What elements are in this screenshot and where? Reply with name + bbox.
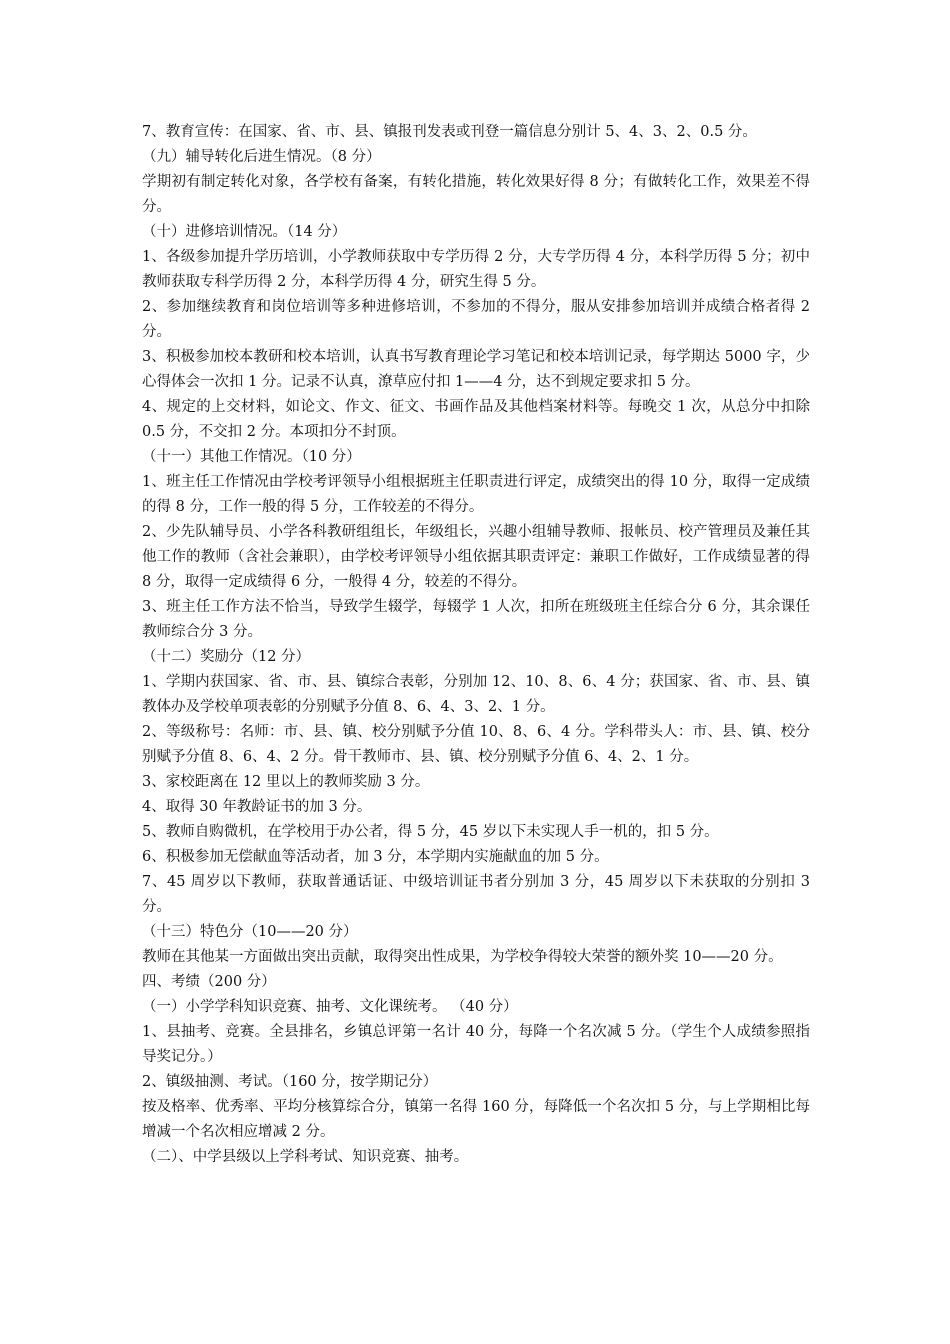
heading-subsection-2: （二）、中学县级以上学科考试、知识竞赛、抽考。 — [142, 1149, 469, 1165]
paragraph-publicity: 7、教育宣传：在国家、省、市、县、镇报刊发表或刊登一篇信息分别计 5、4、3、2、0.5 分。 — [142, 124, 757, 140]
paragraph: 1、学期内获国家、省、市、县、镇综合表彰，分别加 12、10、8、6、4 分；获国家、省、市、县、镇教体办及学校单项表彰的分别赋予分值 8、6、4、3、2、1 分。 — [142, 674, 810, 715]
heading-section-12: （十二）奖励分（12 分） — [142, 649, 311, 665]
heading-section-9: （九）辅导转化后进生情况。（8 分） — [142, 149, 381, 165]
paragraph: 2、镇级抽测、考试。（160 分，按学期记分） — [142, 1074, 438, 1090]
heading-subsection-1: （一）小学学科知识竞赛、抽考、文化课统考。 （40 分） — [142, 999, 518, 1015]
paragraph: 5、教师自购微机，在学校用于办公者，得 5 分，45 岁以下未实现人手一机的，扣 5 分。 — [142, 824, 719, 840]
paragraph: 按及格率、优秀率、平均分核算综合分，镇第一名得 160 分，每降低一个名次扣 5 分，与上学期相比每增减一个名次相应增减 2 分。 — [142, 1099, 810, 1140]
paragraph: 1、班主任工作情况由学校考评领导小组根据班主任职责进行评定，成绩突出的得 10 分，取得一定成绩的得 8 分，工作一般的得 5 分，工作较差的不得分。 — [142, 474, 810, 515]
paragraph: 3、家校距离在 12 里以上的教师奖励 3 分。 — [142, 774, 430, 790]
paragraph: 4、取得 30 年教龄证书的加 3 分。 — [142, 799, 372, 815]
paragraph: 2、少先队辅导员、小学各科教研组组长，年级组长，兴趣小组辅导教师、报帐员、校产管理员及兼任其他工作的教师（含社会兼职），由学校考评领导小组依据其职责评定：兼职工作做好，工作成绩显著的得 8 分，取得一定成绩得 6 分，一般得 4 分，较差的不得分。 — [142, 524, 810, 590]
heading-section-13: （十三）特色分（10——20 分） — [142, 924, 358, 940]
paragraph: 3、积极参加校本教研和校本培训，认真书写教育理论学习笔记和校本培训记录，每学期达 5000 字，少心得体会一次扣 1 分。记录不认真，潦草应付扣 1——4 分，达不到规定要求扣 5 分。 — [142, 349, 810, 390]
heading-part-4: 四、考绩（200 分） — [142, 974, 276, 990]
heading-section-10: （十）进修培训情况。（14 分） — [142, 224, 347, 240]
paragraph: 6、积极参加无偿献血等活动者，加 3 分，本学期内实施献血的加 5 分。 — [142, 849, 609, 865]
paragraph: 7、45 周岁以下教师，获取普通话证、中级培训证书者分别加 3 分，45 周岁以下未获取的分别扣 3 分。 — [142, 874, 810, 915]
document-page — [142, 120, 810, 1170]
paragraph: 3、班主任工作方法不恰当，导致学生辍学，每辍学 1 人次，扣所在班级班主任综合分 6 分，其余课任教师综合分 3 分。 — [142, 599, 810, 640]
paragraph: 1、各级参加提升学历培训，小学教师获取中专学历得 2 分，大专学历得 4 分，本科学历得 5 分；初中教师获取专科学历得 2 分，本科学历得 4 分，研究生得 5 分。 — [142, 249, 810, 290]
paragraph: 4、规定的上交材料，如论文、作文、征文、书画作品及其他档案材料等。每晚交 1 次，从总分中扣除 0.5 分，不交扣 2 分。本项扣分不封顶。 — [142, 399, 810, 440]
paragraph: 2、参加继续教育和岗位培训等多种进修培训，不参加的不得分，服从安排参加培训并成绩合格者得 2 分。 — [142, 299, 810, 340]
paragraph: 学期初有制定转化对象，各学校有备案，有转化措施，转化效果好得 8 分；有做转化工作，效果差不得分。 — [142, 174, 810, 215]
paragraph: 1、县抽考、竞赛。全县排名，乡镇总评第一名计 40 分，每降一个名次减 5 分。（学生个人成绩参照指导奖记分。） — [142, 1024, 810, 1065]
paragraph: 教师在其他某一方面做出突出贡献，取得突出性成果，为学校争得较大荣誉的额外奖 10——20 分。 — [142, 949, 783, 965]
heading-section-11: （十一）其他工作情况。（10 分） — [142, 449, 361, 465]
paragraph: 2、等级称号：名师：市、县、镇、校分别赋予分值 10、8、6、4 分。学科带头人：市、县、镇、校分别赋予分值 8、6、4、2 分。骨干教师市、县、镇、校分别赋予分值 6、4、2、1 分。 — [142, 724, 810, 765]
